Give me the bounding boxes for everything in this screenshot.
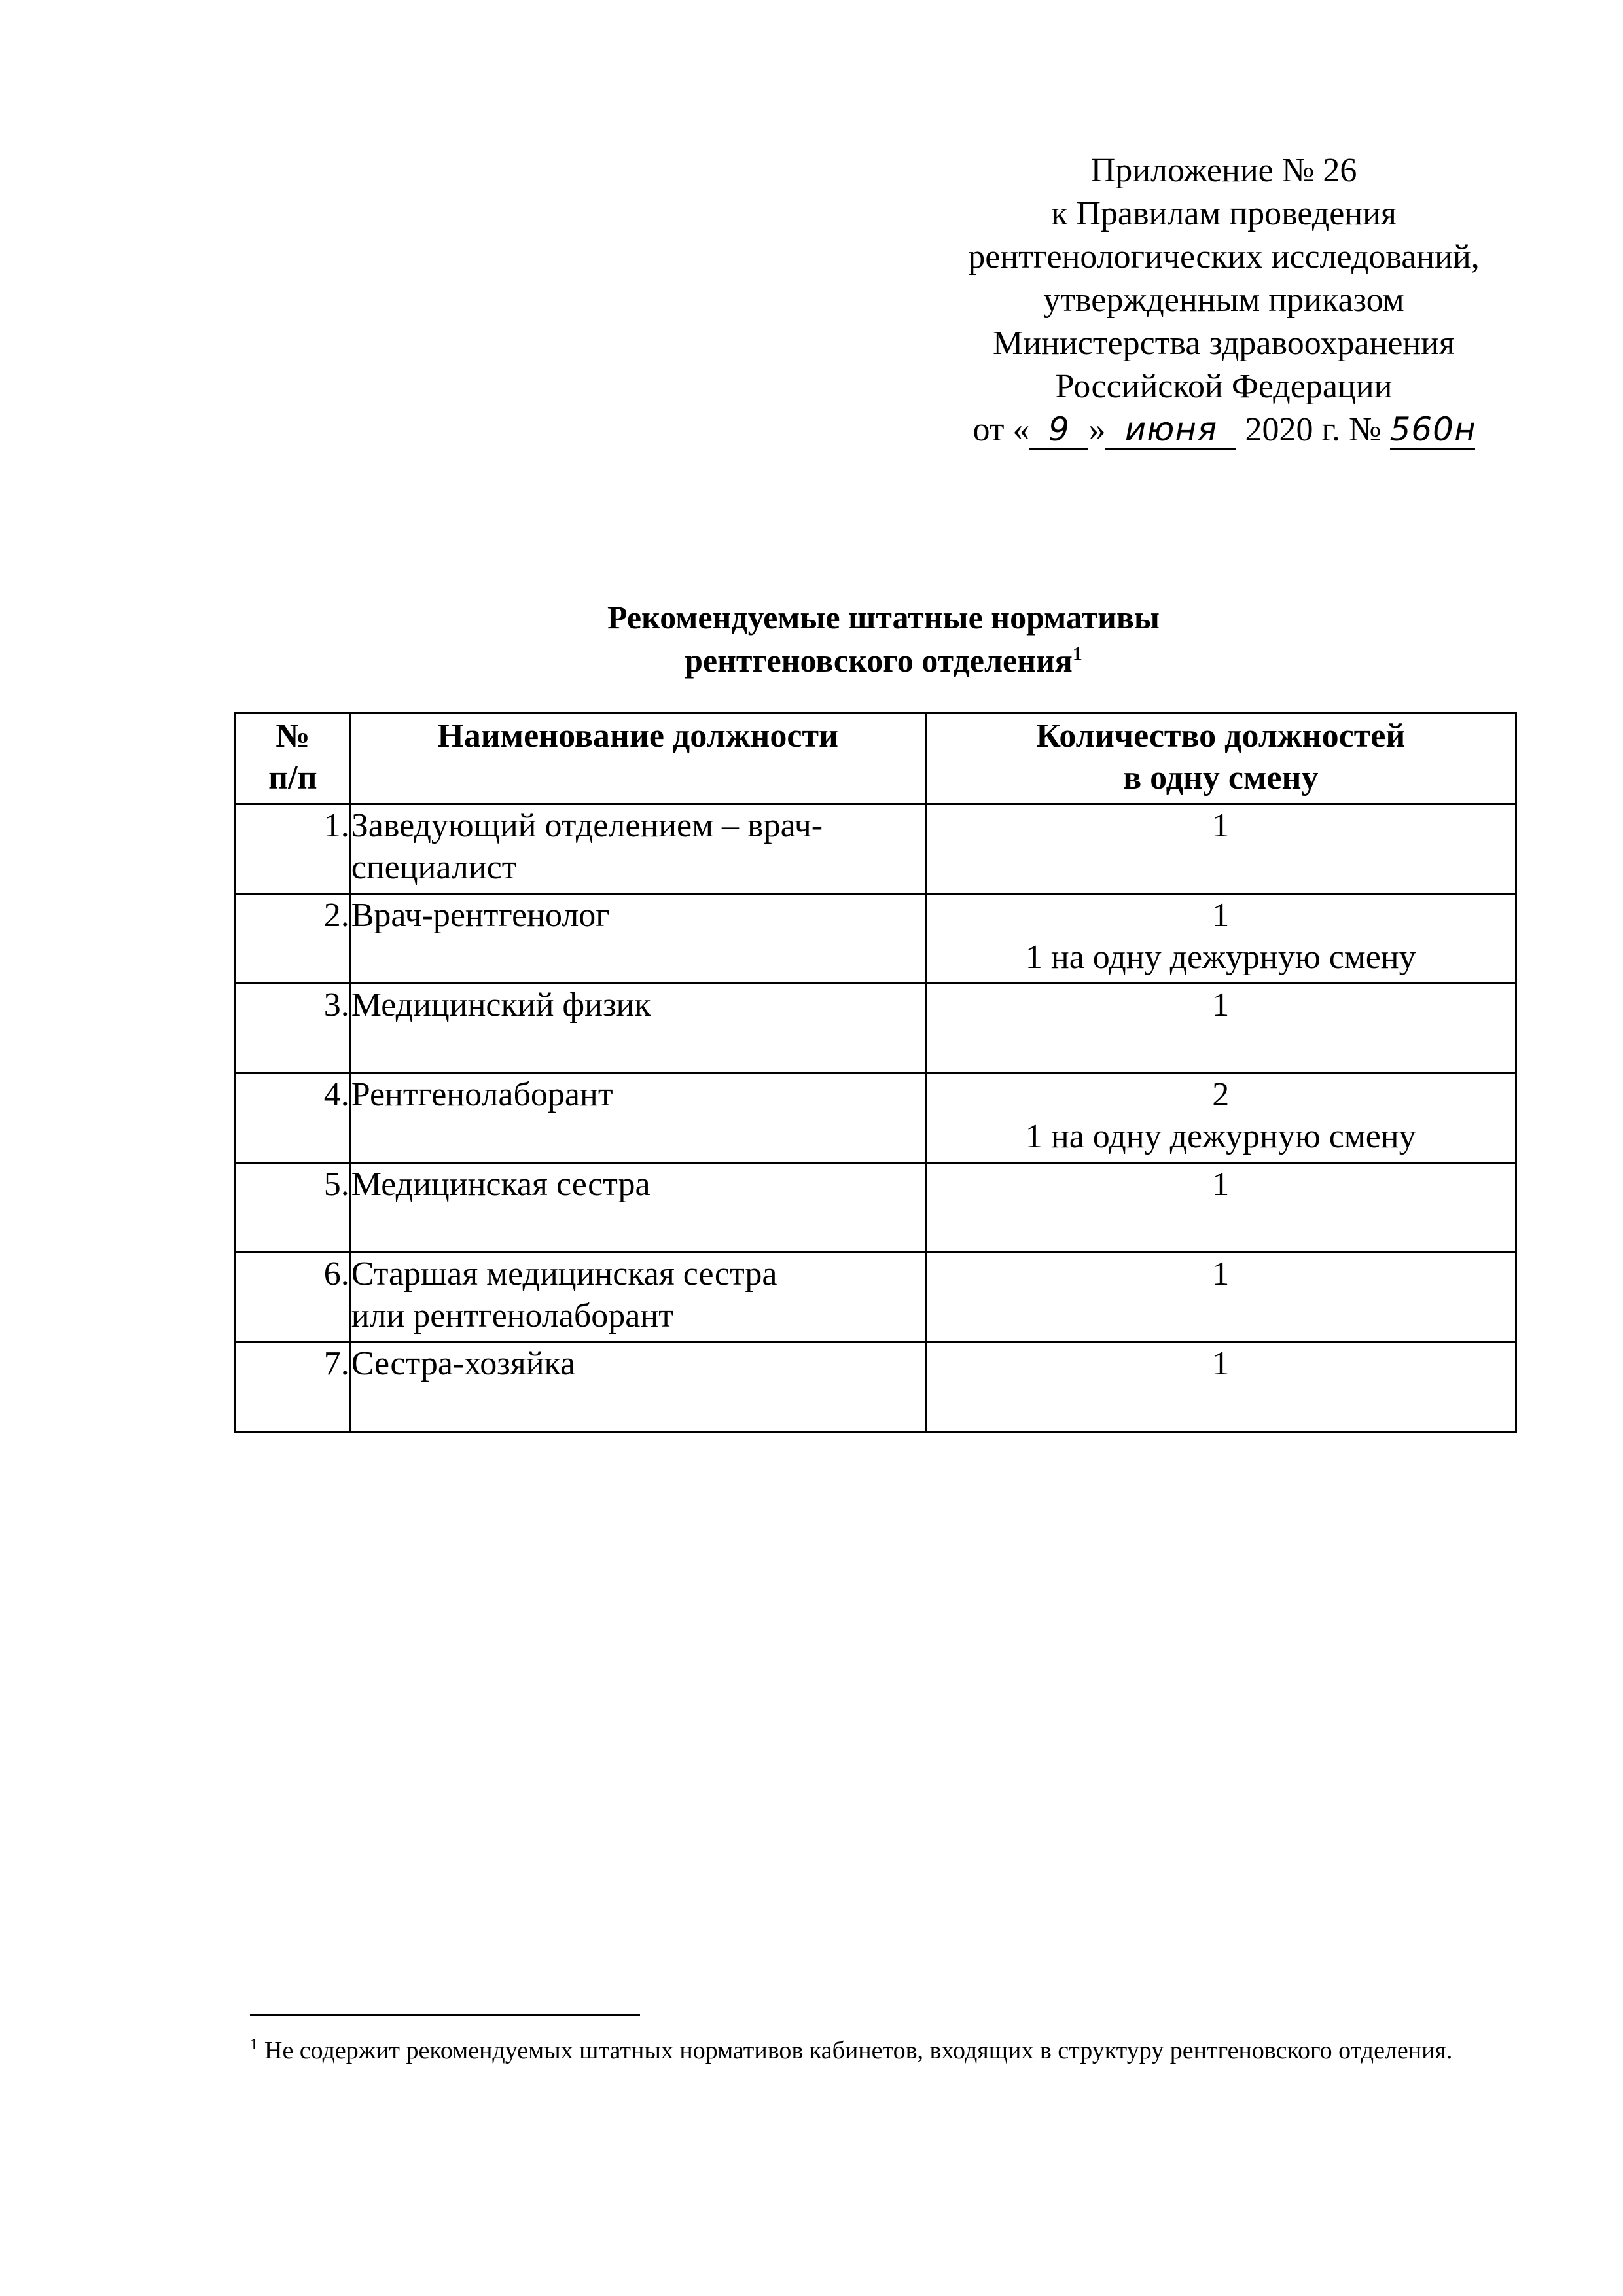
appendix-line-6: Российской Федерации: [1055, 368, 1393, 405]
header-quantity: [925, 713, 1516, 804]
quantity-value: 1: [1212, 986, 1230, 1024]
row-number: 1.: [236, 804, 351, 894]
position-name-line: специалист: [351, 849, 517, 886]
row-number: 2.: [236, 894, 351, 984]
position-quantity: [925, 984, 1516, 1073]
row-number: 6.: [236, 1253, 351, 1342]
header-number-line-1: №: [276, 717, 310, 755]
footnote-marker: 1: [250, 2036, 258, 2054]
footnote-text: Не содержит рекомендуемых штатных нормативов кабинетов, входящих в структуру рентгеновского отделения.: [264, 2037, 1453, 2064]
quantity-value: 1: [1212, 807, 1230, 844]
position-name: [350, 804, 925, 894]
appendix-number: Приложение № 26: [1090, 152, 1357, 189]
quantity-duty-note: 1 на одну дежурную смену: [1025, 1118, 1416, 1155]
header-number: [236, 713, 351, 804]
row-number: 5.: [236, 1163, 351, 1253]
position-name-line: Медицинский физик: [351, 986, 651, 1024]
position-name: [350, 1163, 925, 1253]
handwritten-month: июня: [1105, 411, 1236, 450]
header-position-name: Наименование должности: [350, 713, 925, 804]
date-year: 2020 г. №: [1245, 411, 1382, 448]
document-title: [353, 596, 1414, 682]
position-quantity: [925, 804, 1516, 894]
appendix-line-4: утвержденным приказом: [1043, 281, 1404, 319]
title-line-2-text: рентгеновского отделения: [685, 642, 1073, 679]
position-name-line: Медицинская сестра: [351, 1166, 651, 1203]
position-name-line: или рентгенолаборант: [351, 1297, 673, 1335]
appendix-header: [877, 149, 1571, 452]
position-name: [350, 984, 925, 1073]
position-name: [350, 1253, 925, 1342]
position-name-line: Сестра-хозяйка: [351, 1345, 576, 1382]
title-line-1: Рекомендуемые штатные нормативы: [607, 599, 1160, 636]
appendix-line-5: Министерства здравоохранения: [993, 325, 1455, 362]
position-quantity: [925, 1073, 1516, 1163]
quantity-value: 1: [1212, 1345, 1230, 1382]
position-quantity: [925, 1253, 1516, 1342]
quantity-value: 2: [1212, 1076, 1230, 1113]
position-name: [350, 1073, 925, 1163]
position-quantity: [925, 894, 1516, 984]
date-prefix: от «: [972, 411, 1030, 448]
table-header-row: [236, 713, 1516, 804]
position-name-line: Рентгенолаборант: [351, 1076, 613, 1113]
quantity-duty-note: 1 на одну дежурную смену: [1025, 939, 1416, 976]
header-quantity-line-2: в одну смену: [1123, 759, 1319, 797]
row-number: 3.: [236, 984, 351, 1073]
footnote-reference: 1: [1072, 643, 1082, 665]
table-row: [236, 1073, 1516, 1163]
position-quantity: [925, 1342, 1516, 1432]
header-number-line-2: п/п: [268, 759, 317, 797]
table-row: [236, 984, 1516, 1073]
row-number: 4.: [236, 1073, 351, 1163]
quantity-value: 1: [1212, 1166, 1230, 1203]
appendix-line-3: рентгенологических исследований,: [968, 238, 1480, 276]
order-date-line: [877, 408, 1571, 452]
date-mid: »: [1088, 411, 1106, 448]
table-row: [236, 804, 1516, 894]
row-number: 7.: [236, 1342, 351, 1432]
position-name: [350, 894, 925, 984]
header-quantity-line-1: Количество должностей: [1036, 717, 1406, 755]
quantity-value: 1: [1212, 897, 1230, 934]
staffing-norms-table: [234, 712, 1517, 1433]
table-row: [236, 894, 1516, 984]
position-name-line: Старшая медицинская сестра: [351, 1255, 777, 1293]
title-line-2: [353, 639, 1414, 682]
position-name: [350, 1342, 925, 1432]
table-row: [236, 1253, 1516, 1342]
position-name-line: Врач-рентгенолог: [351, 897, 610, 934]
position-quantity: [925, 1163, 1516, 1253]
handwritten-day: 9: [1029, 411, 1088, 450]
handwritten-order-number: 560н: [1389, 410, 1476, 448]
quantity-value: 1: [1212, 1255, 1230, 1293]
table-row: [236, 1163, 1516, 1253]
table-row: [236, 1342, 1516, 1432]
position-name-line: Заведующий отделением – врач-: [351, 807, 823, 844]
footnote-divider: [250, 2014, 640, 2016]
footnote: [250, 2034, 1513, 2067]
appendix-line-2: к Правилам проведения: [1051, 195, 1397, 232]
